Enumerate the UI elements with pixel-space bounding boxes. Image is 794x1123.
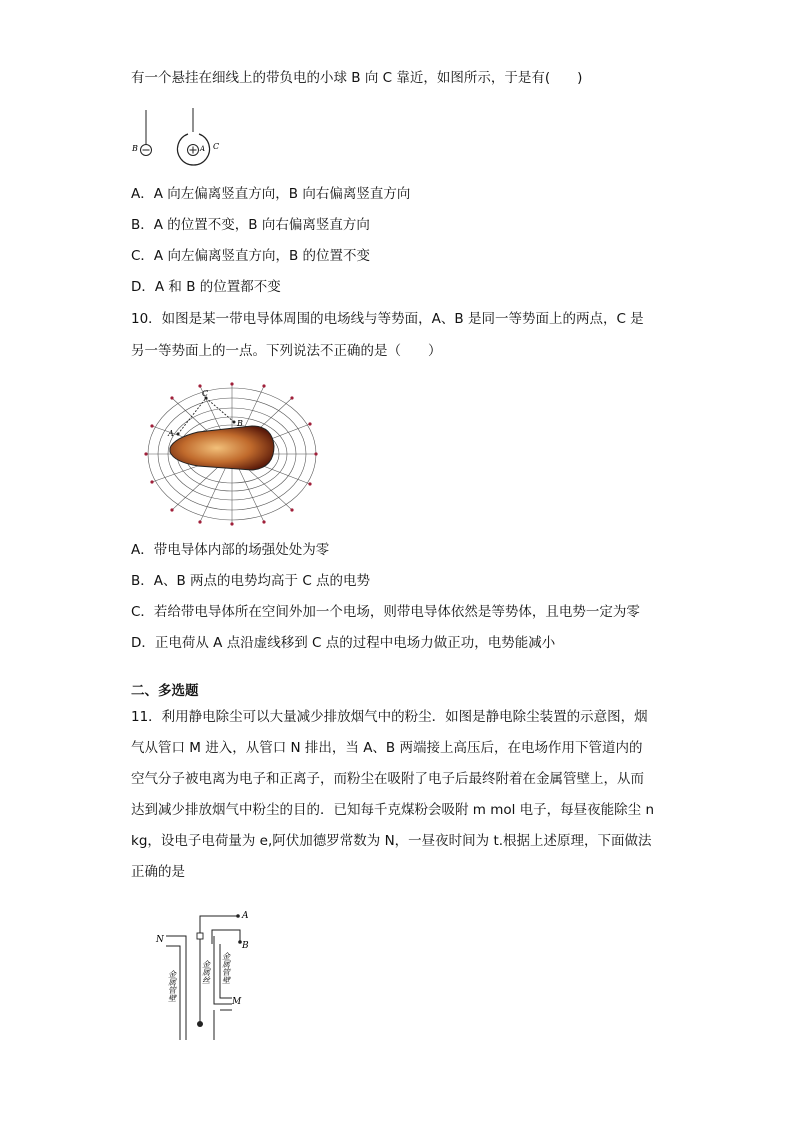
q9-stem: 有一个悬挂在细线上的带负电的小球 B 向 C 靠近，如图所示，于是有( ) (131, 70, 583, 86)
section-title: 二、多选题 (131, 683, 199, 699)
q9-option-d: D．A 和 B 的位置都不变 (131, 279, 281, 295)
q11-figure (150, 900, 270, 1050)
q11-line-5: kg，设电子电荷量为 e,阿伏加德罗常数为 N，一昼夜时间为 t.根据上述原理，下面做法 (131, 833, 652, 849)
q11-label-wall-left: 金属管壁 (167, 970, 177, 1002)
q10-label-b: B (237, 419, 243, 428)
q11-line-3: 空气分子被电离为电子和正离子，而粉尘在吸附了电子后最终附着在金属管壁上，从而 (131, 771, 644, 787)
q11-line-4: 达到减少排放烟气中粉尘的目的．已知每千克煤粉会吸附 m mol 电子，每昼夜能除尘 n (131, 802, 655, 818)
q11-label-wire: 金属丝 (201, 960, 211, 984)
q11-label-m: M (232, 997, 242, 1007)
q10-option-d: D．正电荷从 A 点沿虚线移到 C 点的过程中电场力做正功，电势能减小 (131, 635, 556, 651)
q10-option-b: B．A、B 两点的电势均高于 C 点的电势 (131, 573, 371, 589)
q11-line-2: 气从管口 M 进入，从管口 N 排出，当 A、B 两端接上高压后，在电场作用下管道内的 (131, 740, 643, 756)
q11-label-n: N (156, 935, 164, 945)
q10-stem-line2: 另一等势面上的一点。下列说法不正确的是（ ） (131, 343, 442, 359)
q11-line-6: 正确的是 (131, 864, 185, 880)
q9-figure (128, 104, 228, 174)
q10-stem-line1: 10．如图是某一带电导体周围的电场线与等势面，A、B 是同一等势面上的两点，C 是 (131, 311, 644, 327)
q9-label-b: B (132, 144, 138, 153)
q9-option-a: A．A 向左偏离竖直方向，B 向右偏离竖直方向 (131, 186, 411, 202)
q10-option-a: A．带电导体内部的场强处处为零 (131, 542, 330, 558)
q10-option-c: C．若给带电导体所在空间外加一个电场，则带电导体依然是等势体，且电势一定为零 (131, 604, 640, 620)
q9-label-a: A (200, 145, 206, 153)
q11-label-a: A (242, 911, 249, 921)
charged-conductor (170, 426, 274, 470)
q10-label-a: A (168, 429, 174, 438)
q11-line-1: 11．利用静电除尘可以大量减少排放烟气中的粉尘．如图是静电除尘装置的示意图，烟 (131, 709, 648, 725)
q10-figure (140, 376, 322, 530)
q9-option-b: B．A 的位置不变，B 向右偏离竖直方向 (131, 217, 370, 233)
q9-option-c: C．A 向左偏离竖直方向，B 的位置不变 (131, 248, 371, 264)
q11-label-wall-right: 金属管壁 (221, 952, 231, 984)
q10-label-c: C (202, 389, 209, 398)
q11-label-b: B (242, 941, 249, 951)
q9-label-c: C (213, 142, 220, 151)
